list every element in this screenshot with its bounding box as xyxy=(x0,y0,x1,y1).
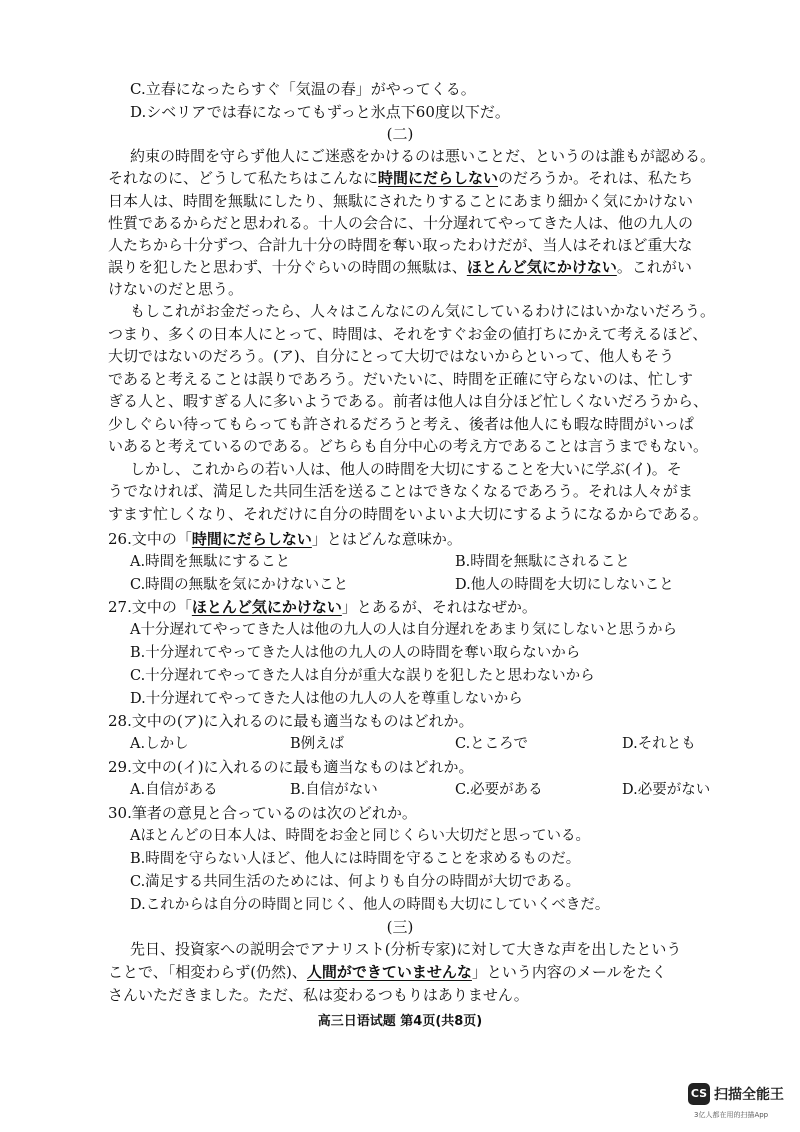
p1-line-3: 日本人は、時間を無駄にしたり、無駄にされたりすることにあまり細かく気にかけない xyxy=(108,192,694,210)
q29-option-d: D.必要がない xyxy=(622,782,711,798)
p2-line-5: ぎる人と、暇すぎる人に多いようである。前者は他人は自分ほど忙しくないだろうから、 xyxy=(108,392,709,410)
p2-line-2: つまり、多くの日本人にとって、時間は、それをすぐお金の値打ちにかえて考えるほど、 xyxy=(108,325,708,343)
p1-line-5: 人たちから十分ずつ、合計九十分の時間を奪い取ったわけだが、当人はそれほど重大な xyxy=(108,236,693,254)
p2-line-3: 大切ではないのだろう。(ア)、自分にとって大切ではないからといって、他人もそう xyxy=(108,347,675,365)
p2-line-6: 少しぐらい待ってもらっても許されるだろうと考え、後者は他人にも暇な時間がいっぱ xyxy=(108,415,694,433)
p3-line-3: すます忙しくなり、それだけに自分の時間をいよいよ大切にするようになるからである。 xyxy=(108,505,708,523)
p1-line-6 xyxy=(108,256,692,278)
q27-option-d: D.十分遅れてやってきた人は他の九人の人を尊重しないから xyxy=(130,691,523,707)
underlined-phrase-ningen: 人間ができていませんな xyxy=(306,963,472,981)
watermark-subtitle: 3亿人都在用的扫描App xyxy=(694,1111,769,1119)
s3-line-1: 先日、投資家への説明会でアナリスト(分析专家)に対して大きな声を出したという xyxy=(130,940,682,958)
q26-option-a: A.時間を無駄にすること xyxy=(130,554,291,570)
s3-line-2-pre: ことで、「相変わらず(仍然)、 xyxy=(108,963,307,981)
q27-stem-pre: 27.文中の「 xyxy=(108,598,192,616)
p1-line-2-pre: それなのに、どうして私たちはこんなに xyxy=(108,169,379,187)
underlined-phrase-kinikakenai: ほとんど気にかけない xyxy=(466,258,617,276)
q27-stem-post: 」とあるが、それはなぜか。 xyxy=(341,598,537,616)
p2-line-1: もしこれがお金だったら、人々はこんなにのん気にしているわけにはいかないだろう。 xyxy=(130,302,716,320)
q28-option-d: D.それとも xyxy=(622,736,696,752)
scanner-watermark xyxy=(688,1083,788,1123)
section2-heading: (二) xyxy=(386,125,414,143)
q30-option-d: D.これからは自分の時間と同じく、他人の時間も大切にしていくべきだ。 xyxy=(130,897,610,913)
s3-line-3: さんいただきました。ただ、私は変わるつもりはありません。 xyxy=(108,986,529,1004)
q26-option-b: B.時間を無駄にされること xyxy=(455,554,630,570)
p1-line-4: 性質であるからだと思われる。十人の会合に、十分遅れてやってきた人は、他の九人の xyxy=(108,214,694,232)
q29-option-b: B.自信がない xyxy=(290,782,378,798)
q30-option-b: B.時間を守らない人ほど、他人には時間を守ることを求めるものだ。 xyxy=(130,851,581,867)
p2-line-4: であると考えることは誤りであろう。だいたいに、時間を正確に守らないのは、忙しす xyxy=(108,370,694,388)
q28-stem: 28.文中の(ア)に入れるのに最も適当なものはどれか。 xyxy=(108,712,474,730)
p2-line-7: いあると考えているのである。どちらも自分中心の考え方であることは言うまでもない。 xyxy=(108,437,709,455)
watermark-name: 扫描全能王 xyxy=(714,1087,784,1103)
q28-option-c: C.ところで xyxy=(455,736,529,752)
page-footer: 高三日语试题 第4页(共8页) xyxy=(317,1014,483,1029)
p1-line-6-pre: 誤りを犯したと思わず、十分ぐらいの時間の無駄は、 xyxy=(108,258,467,276)
p1-line-1: 約束の時間を守らず他人にご迷惑をかけるのは悪いことだ、というのは誰もが認める。 xyxy=(130,147,716,165)
q30-stem: 30.筆者の意見と合っているのは次のどれか。 xyxy=(108,804,417,822)
p1-line-6-post: 。これがい xyxy=(616,258,692,276)
q26-option-c: C.時間の無駄を気にかけないこと xyxy=(130,577,349,593)
q28-option-a: A.しかし xyxy=(130,736,189,752)
q28-option-b: B例えば xyxy=(290,736,345,752)
p1-line-2 xyxy=(108,167,693,189)
underlined-phrase-darashinai: 時間にだらしない xyxy=(378,169,499,187)
p1-line-2-post: のだろうか。それは、私たち xyxy=(498,169,694,187)
s3-line-2 xyxy=(108,961,667,983)
prev-option-c: C.立春になったらすぐ「気温の春」がやってくる。 xyxy=(130,80,476,98)
q26-stem-highlight: 時間にだらしない xyxy=(191,530,312,548)
s3-line-2-post: 」という内容のメールをたく xyxy=(471,963,667,981)
q29-option-a: A.自信がある xyxy=(130,782,218,798)
q27-option-b: B.十分遅れてやってきた人は他の九人の人の時間を奪い取らないから xyxy=(130,645,581,661)
q29-stem: 29.文中の(イ)に入れるのに最も適当なものはどれか。 xyxy=(108,758,474,776)
q29-option-c: C.必要がある xyxy=(455,782,543,798)
q27-stem-highlight: ほとんど気にかけない xyxy=(191,598,342,616)
q26-stem-post: 」とはどんな意味か。 xyxy=(311,530,462,548)
q26-stem xyxy=(108,528,462,550)
q30-option-c: C.満足する共同生活のためには、何よりも自分の時間が大切である。 xyxy=(130,874,581,890)
prev-option-d: D.シベリアでは春になってもずっと氷点下60度以下だ。 xyxy=(130,103,510,121)
q30-option-a: Aほとんどの日本人は、時間をお金と同じくらい大切だと思っている。 xyxy=(130,828,590,844)
q27-option-c: C.十分遅れてやってきた人は自分が重大な誤りを犯したと思わないから xyxy=(130,668,595,684)
p3-line-2: うでなければ、満足した共同生活を送ることはできなくなるであろう。それは人々がま xyxy=(108,482,693,500)
p1-line-7: けないのだと思う。 xyxy=(108,280,244,298)
q26-stem-pre: 26.文中の「 xyxy=(108,530,192,548)
camscanner-logo-icon: CS xyxy=(688,1083,710,1105)
section3-heading: (三) xyxy=(386,918,414,936)
q27-option-a: A十分遅れてやってきた人は他の九人の人は自分遅れをあまり気にしないと思うから xyxy=(130,622,677,638)
q26-option-d: D.他人の時間を大切にしないこと xyxy=(455,577,674,593)
q27-stem xyxy=(108,596,537,618)
p3-line-1: しかし、これからの若い人は、他人の時間を大切にすることを大いに学ぶ(イ)。そ xyxy=(130,460,682,478)
